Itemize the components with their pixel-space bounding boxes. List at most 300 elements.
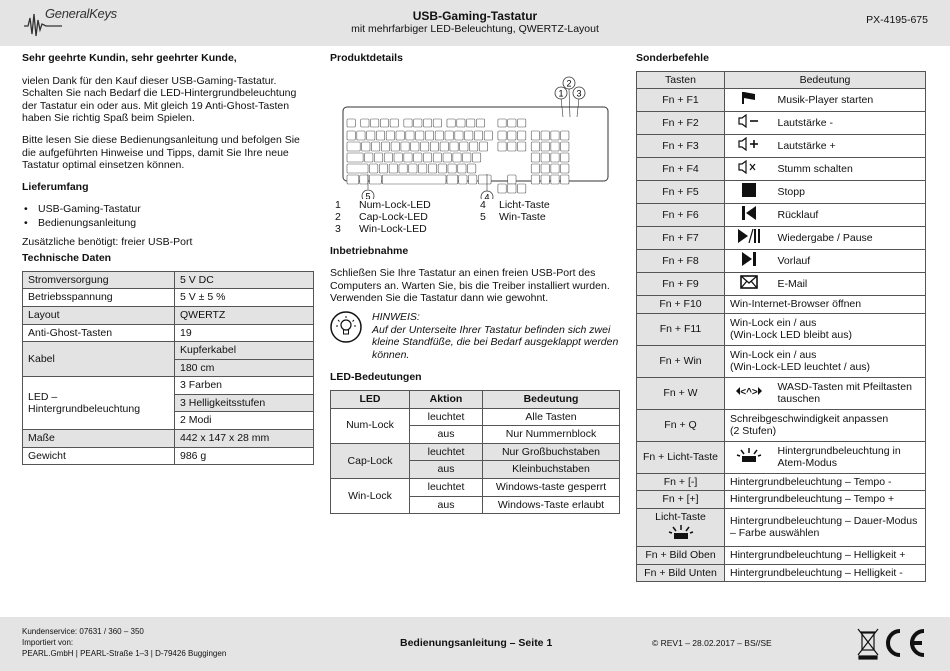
arrows-icon	[725, 377, 773, 409]
meaning-line: (2 Stufen)	[730, 425, 777, 438]
column-header: LED	[331, 390, 410, 408]
keyboard-key	[361, 119, 369, 127]
stop-icon	[725, 181, 773, 204]
tech-specs-table	[22, 271, 314, 466]
table-row	[637, 473, 926, 491]
keyboard-key	[561, 153, 569, 162]
keyboard-key	[458, 164, 466, 173]
scope-list	[22, 203, 314, 229]
keyboard-key	[370, 175, 382, 184]
keyboard-key	[447, 119, 455, 127]
table-row	[637, 158, 926, 181]
scope-heading: Lieferumfang	[22, 180, 89, 193]
keyboard-legend	[330, 199, 620, 237]
keyboard-key	[465, 131, 473, 140]
command-meaning: Lautstärke +	[773, 135, 926, 158]
hint-box	[330, 311, 620, 361]
keyboard-key	[367, 131, 375, 140]
importer-address: PEARL.GmbH | PEARL-Straße 1–3 | D-79426 Buggingen	[22, 648, 227, 658]
keyboard-key	[409, 164, 417, 173]
keyboard-key	[470, 142, 478, 151]
keyboard-key	[347, 142, 360, 151]
keyboard-key	[381, 142, 389, 151]
revision: © REV1 – 28.02.2017 – BS//SE	[652, 638, 772, 648]
meaning-line: WASD-Tasten mit Pfeiltasten	[777, 380, 912, 393]
keyboard-key	[476, 119, 484, 127]
keyboard-key	[478, 175, 491, 184]
next-icon	[725, 250, 773, 273]
table-row	[637, 273, 926, 296]
keyboard-key	[460, 142, 468, 151]
page-label: Bedienungsanleitung – Seite 1	[400, 637, 553, 649]
keyboard-key	[518, 119, 526, 127]
table-row	[637, 441, 926, 473]
keyboard-key	[467, 119, 475, 127]
command-meaning: Rücklauf	[773, 204, 926, 227]
keyboard-key	[423, 119, 431, 127]
key-combination: Fn + Licht-Taste	[637, 441, 725, 473]
lightbulb-icon	[330, 311, 362, 343]
keyboard-illustration	[330, 69, 620, 199]
keyboard-key	[541, 153, 549, 162]
legend-label: Win-Lock-LED	[359, 222, 427, 235]
footer-contact	[22, 627, 226, 659]
keyboard-key	[561, 142, 569, 151]
meaning-line: – Farbe auswählen	[730, 527, 820, 540]
keyboard-key	[518, 131, 526, 140]
keyboard-key	[469, 175, 477, 184]
led-action: leuchtet	[410, 443, 483, 461]
keyboard-key	[440, 142, 448, 151]
table-row	[331, 478, 620, 496]
led-meaning: Kleinbuchstaben	[483, 461, 620, 479]
table-row	[23, 447, 314, 465]
spec-label: LED – Hintergrundbeleuchtung	[23, 377, 175, 430]
key-combination: Fn + Bild Unten	[637, 564, 725, 582]
flag-icon	[725, 89, 773, 112]
keyboard-key	[531, 131, 539, 140]
ce-e	[910, 631, 924, 655]
keyboard-drawing	[330, 69, 620, 199]
column-header: Aktion	[410, 390, 483, 408]
table-row	[637, 250, 926, 273]
meaning-line: tauschen	[777, 393, 821, 406]
led-action: aus	[410, 426, 483, 444]
spec-value: 19	[175, 324, 314, 342]
light-icon	[725, 441, 773, 473]
keyboard-key	[365, 153, 373, 162]
key-combination: Fn + F2	[637, 112, 725, 135]
spec-value: 5 V DC	[175, 271, 314, 289]
spec-label: Maße	[23, 430, 175, 448]
key-combination: Fn + W	[637, 377, 725, 409]
legend-number: 3	[335, 222, 341, 235]
keyboard-key	[416, 131, 424, 140]
table-row	[637, 345, 926, 377]
spec-value: 5 V ± 5 %	[175, 289, 314, 307]
command-meaning: Wiedergabe / Pause	[773, 227, 926, 250]
column-special-commands	[636, 52, 926, 582]
meaning-line: Win-Lock ein / aus	[730, 348, 817, 361]
light-icon	[642, 524, 719, 544]
command-meaning	[725, 345, 926, 377]
led-table	[330, 390, 620, 514]
key-combination: Fn + Q	[637, 409, 725, 441]
keyboard-key	[370, 164, 378, 173]
column-product	[330, 52, 620, 514]
command-meaning: Hintergrundbeleuchtung – Tempo -	[725, 473, 926, 491]
keyboard-key	[443, 153, 451, 162]
led-meaning: Windows-taste gesperrt	[483, 478, 620, 496]
command-meaning: Stumm schalten	[773, 158, 926, 181]
led-action: leuchtet	[410, 408, 483, 426]
led-meaning: Nur Nummernblock	[483, 426, 620, 444]
key-combination	[637, 508, 725, 546]
table-header-row	[637, 71, 926, 89]
command-meaning	[773, 377, 926, 409]
keyboard-key	[508, 175, 516, 184]
spec-label: Layout	[23, 306, 175, 324]
keyboard-key	[390, 119, 398, 127]
ce-c	[888, 631, 900, 655]
keyboard-key	[508, 131, 516, 140]
spec-label: Gewicht	[23, 447, 175, 465]
table-row	[23, 342, 314, 360]
meaning-line: Atem-Modus	[777, 457, 838, 470]
led-name: Cap-Lock	[331, 443, 410, 478]
command-meaning: Vorlauf	[773, 250, 926, 273]
led-name: Win-Lock	[331, 478, 410, 513]
table-row	[637, 409, 926, 441]
keyboard-key	[376, 131, 384, 140]
keyboard-key	[561, 164, 569, 173]
previous-icon	[725, 204, 773, 227]
spec-label: Stromversorgung	[23, 271, 175, 289]
brand-name: GeneralKeys	[45, 6, 117, 21]
legend-label: Win-Taste	[499, 210, 546, 223]
key-combination: Fn + Bild Oben	[637, 546, 725, 564]
legend-label: Licht-Taste	[499, 198, 550, 211]
keyboard-key	[561, 175, 569, 184]
keyboard-key	[463, 153, 471, 162]
column-header: Bedeutung	[725, 71, 926, 89]
keyboard-key	[447, 175, 458, 184]
keyboard-key	[404, 153, 412, 162]
keyboard-key	[508, 142, 516, 151]
key-combination: Fn + F1	[637, 89, 725, 112]
page-footer	[0, 617, 950, 671]
keyboard-key	[394, 153, 402, 162]
table-row	[23, 306, 314, 324]
keyboard-key	[508, 119, 516, 127]
keyboard-key	[551, 164, 559, 173]
hint-title: HINWEIS:	[372, 310, 420, 323]
keyboard-key	[531, 153, 539, 162]
keyboard-key	[508, 184, 516, 193]
led-meaning: Alle Tasten	[483, 408, 620, 426]
keyboard-key	[347, 175, 359, 184]
scope-item: • Bedienungsanleitung	[22, 217, 314, 230]
table-row	[23, 430, 314, 448]
callout-3: 3	[576, 88, 582, 99]
led-action: leuchtet	[410, 478, 483, 496]
callout-1: 1	[558, 88, 564, 99]
keyboard-key	[541, 131, 549, 140]
keyboard-key	[531, 142, 539, 151]
meaning-line: Win-Lock ein / aus	[730, 316, 817, 329]
meaning-line: Schreibgeschwindigkeit anpassen	[730, 412, 889, 425]
start-paragraph: Schließen Sie Ihre Tastatur an einen freien USB-Port des Computers an. Warten Sie, bis die Treiber installiert wurden. Verwenden Sie die Tastatur dann wie gewohnt.	[330, 267, 610, 305]
table-row	[637, 491, 926, 509]
key-combination: Fn + [+]	[637, 491, 725, 509]
additional-requirements: Zusätzliche benötigt: freier USB-Port	[22, 235, 193, 248]
spec-value: QWERTZ	[175, 306, 314, 324]
column-intro	[22, 52, 314, 465]
keyboard-key	[541, 164, 549, 173]
keyboard-key	[551, 153, 559, 162]
keyboard-key	[406, 131, 414, 140]
tech-heading: Technische Daten	[22, 252, 112, 265]
key-combination: Fn + F9	[637, 273, 725, 296]
spec-label: Kabel	[23, 342, 175, 377]
spec-value: 3 Farben	[175, 377, 314, 395]
table-row	[23, 271, 314, 289]
importer-label: Importiert von:	[22, 637, 74, 647]
keyboard-key	[347, 164, 368, 173]
keyboard-key	[379, 164, 387, 173]
keyboard-key	[360, 175, 368, 184]
key-combination: Fn + F5	[637, 181, 725, 204]
table-row	[637, 227, 926, 250]
keyboard-key	[391, 142, 399, 151]
command-meaning	[725, 409, 926, 441]
command-meaning: Win-Internet-Browser öffnen	[725, 296, 926, 314]
table-row	[23, 377, 314, 395]
keyboard-key	[472, 153, 480, 162]
command-meaning: Stopp	[773, 181, 926, 204]
keyboard-key	[498, 131, 506, 140]
hint-text: Auf der Unterseite Ihrer Tastatur befinden sich zwei kleine Standfüße, die bei Bedarf ausgeklappt werden können.	[372, 323, 619, 361]
keyboard-key	[453, 153, 461, 162]
keyboard-key	[401, 142, 409, 151]
keyboard-key	[357, 131, 365, 140]
keyboard-key	[551, 131, 559, 140]
led-action: aus	[410, 496, 483, 514]
greeting: Sehr geehrte Kundin, sehr geehrter Kunde,	[22, 52, 237, 64]
spec-label: Anti-Ghost-Tasten	[23, 324, 175, 342]
spec-label: Betriebsspannung	[23, 289, 175, 307]
ce-weee-marks	[856, 625, 930, 661]
table-row	[637, 377, 926, 409]
keyboard-key	[384, 153, 392, 162]
meaning-line: (Win-Lock-LED leuchtet / aus)	[730, 361, 871, 374]
command-meaning	[773, 441, 926, 473]
keyboard-key	[371, 119, 379, 127]
keyboard-key	[347, 131, 355, 140]
key-combination: Fn + F11	[637, 313, 725, 345]
product-code: PX-4195-675	[866, 14, 928, 26]
command-meaning: Musik-Player starten	[773, 89, 926, 112]
key-combination: Fn + F4	[637, 158, 725, 181]
keyboard-key	[396, 131, 404, 140]
key-combination: Fn + F10	[637, 296, 725, 314]
table-row	[637, 508, 926, 546]
intro-paragraph-2: Bitte lesen Sie diese Bedienungsanleitung und befolgen Sie die aufgeführten Hinweise und Tipps, damit Sie Ihre neue Tastatur optimal einsetzen können.	[22, 133, 300, 172]
keyboard-key	[433, 119, 441, 127]
page-header	[0, 0, 950, 46]
key-combination: Fn + Win	[637, 345, 725, 377]
key-combination: Fn + F6	[637, 204, 725, 227]
keyboard-key	[382, 175, 446, 184]
spec-value: 2 Modi	[175, 412, 314, 430]
keyboard-key	[414, 119, 422, 127]
keyboard-key	[362, 142, 370, 151]
key-combination: Fn + [-]	[637, 473, 725, 491]
mute-icon	[725, 158, 773, 181]
column-header: Bedeutung	[483, 390, 620, 408]
meaning-line: (Win-Lock LED bleibt aus)	[730, 329, 852, 342]
document-subtitle: mit mehrfarbiger LED-Beleuchtung, QWERTZ-Layout	[351, 23, 599, 35]
product-heading: Produktdetails	[330, 52, 403, 64]
keyboard-key	[425, 131, 433, 140]
keyboard-key	[498, 142, 506, 151]
keyboard-key	[435, 131, 443, 140]
keyboard-key	[468, 164, 476, 173]
key-combination: Fn + F3	[637, 135, 725, 158]
weee-bin-icon	[858, 629, 878, 659]
keyboard-key	[459, 175, 467, 184]
legend-number: 4	[480, 198, 486, 211]
key-combination: Fn + F7	[637, 227, 725, 250]
play-pause-icon	[725, 227, 773, 250]
callout-4: 4	[484, 192, 490, 199]
spec-value: Kupferkabel	[175, 342, 314, 360]
keyboard-key	[404, 119, 412, 127]
meaning-line: Hintergrundbeleuchtung in	[777, 444, 901, 457]
table-row	[637, 546, 926, 564]
mail-icon	[725, 273, 773, 296]
column-header: Tasten	[637, 71, 725, 89]
spec-value: 986 g	[175, 447, 314, 465]
intro-paragraph-1: vielen Dank für den Kauf dieser USB-Gaming-Tastatur. Schalten Sie nach Bedarf die LED-Hintergrundbeleuchtung der Tastatur ein oder aus. Mit gleich 19 Anti-Ghost-Tasten haben Sie richtig Spaß beim Spielen.	[22, 74, 297, 125]
table-row	[23, 324, 314, 342]
keyboard-key	[428, 164, 436, 173]
keyboard-key	[414, 153, 422, 162]
led-meaning: Nur Großbuchstaben	[483, 443, 620, 461]
legend-number: 2	[335, 210, 341, 223]
keyboard-key	[541, 142, 549, 151]
command-meaning: Hintergrundbeleuchtung – Helligkeit +	[725, 546, 926, 564]
keyboard-key	[347, 119, 355, 127]
keyboard-key	[450, 142, 458, 151]
volume-up-icon	[725, 135, 773, 158]
keyboard-key	[411, 142, 419, 151]
keyboard-key	[455, 131, 463, 140]
keyboard-key	[484, 131, 492, 140]
special-commands-table	[636, 71, 926, 583]
table-row	[331, 443, 620, 461]
callout-5: 5	[365, 191, 371, 199]
keyboard-key	[498, 184, 506, 193]
callout-2: 2	[566, 78, 572, 89]
legend-number: 1	[335, 198, 341, 211]
table-row	[637, 135, 926, 158]
table-row	[637, 313, 926, 345]
keyboard-key	[421, 142, 429, 151]
table-row	[331, 408, 620, 426]
spec-value: 442 x 147 x 28 mm	[175, 430, 314, 448]
keyboard-key	[438, 164, 446, 173]
keyboard-key	[389, 164, 397, 173]
spec-value: 3 Helligkeitsstufen	[175, 394, 314, 412]
led-name: Num-Lock	[331, 408, 410, 443]
keyboard-key	[531, 164, 539, 173]
keyboard-key	[551, 142, 559, 151]
keyboard-key	[419, 164, 427, 173]
volume-down-icon	[725, 112, 773, 135]
svg-text:<^>: <^>	[739, 387, 758, 398]
table-row	[637, 564, 926, 582]
keyboard-key	[380, 119, 388, 127]
keyboard-key	[551, 175, 559, 184]
keyboard-key	[433, 153, 441, 162]
scope-item: • USB-Gaming-Tastatur	[22, 203, 314, 216]
keyboard-key	[457, 119, 465, 127]
legend-number: 5	[480, 210, 486, 223]
keyboard-key	[374, 153, 382, 162]
command-meaning	[725, 313, 926, 345]
legend-label: Num-Lock-LED	[359, 198, 431, 211]
table-header-row	[331, 390, 620, 408]
table-row	[637, 204, 926, 227]
keyboard-key	[386, 131, 394, 140]
key-combination: Fn + F8	[637, 250, 725, 273]
table-row	[637, 296, 926, 314]
keyboard-key	[479, 142, 487, 151]
keyboard-key	[448, 164, 456, 173]
keyboard-key	[430, 142, 438, 151]
document-title: USB-Gaming-Tastatur	[412, 9, 538, 23]
command-meaning: Hintergrundbeleuchtung – Helligkeit -	[725, 564, 926, 582]
keyboard-key	[399, 164, 407, 173]
meaning-line: Hintergrundbeleuchtung – Dauer-Modus	[730, 514, 918, 527]
command-meaning: Lautstärke -	[773, 112, 926, 135]
led-action: aus	[410, 461, 483, 479]
led-meaning: Windows-Taste erlaubt	[483, 496, 620, 514]
spec-value: 180 cm	[175, 359, 314, 377]
keyboard-key	[474, 131, 482, 140]
table-row	[23, 289, 314, 307]
keyboard-key	[541, 175, 549, 184]
keyboard-key	[498, 119, 506, 127]
keyboard-key	[518, 184, 526, 193]
customer-service: Kundenservice: 07631 / 360 – 350	[22, 627, 144, 636]
led-heading: LED-Bedeutungen	[330, 371, 422, 384]
table-row	[637, 89, 926, 112]
table-row	[637, 181, 926, 204]
command-meaning: E-Mail	[773, 273, 926, 296]
table-row	[637, 112, 926, 135]
keyboard-key	[347, 153, 363, 162]
legend-label: Cap-Lock-LED	[359, 210, 428, 223]
command-meaning: Hintergrundbeleuchtung – Tempo +	[725, 491, 926, 509]
keyboard-key	[372, 142, 380, 151]
key-label: Licht-Taste	[655, 511, 706, 524]
keyboard-key	[423, 153, 431, 162]
keyboard-key	[445, 131, 453, 140]
special-heading: Sonderbefehle	[636, 52, 709, 64]
keyboard-key	[518, 142, 526, 151]
